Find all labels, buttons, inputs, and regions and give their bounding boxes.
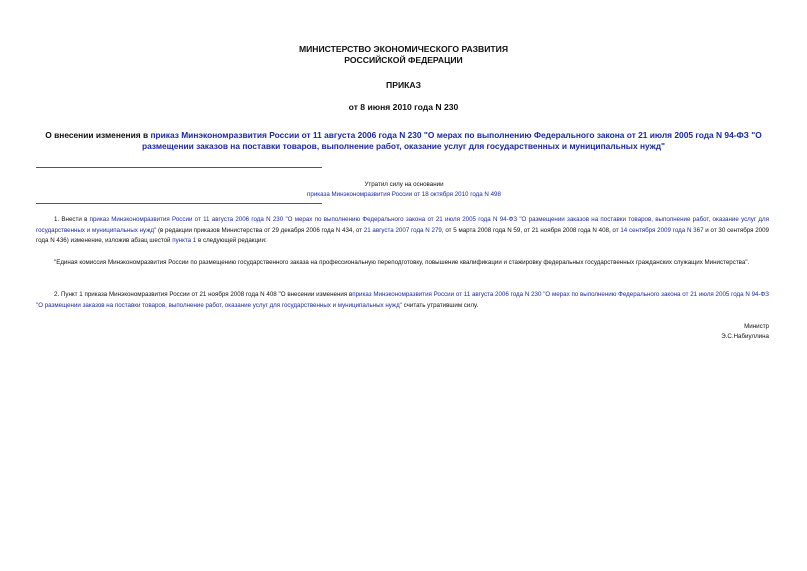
p1-text-e: в следующей редакции:: [196, 237, 267, 244]
p1-link-2007[interactable]: 21 августа 2007 года N 279: [363, 226, 442, 234]
paragraph-2: [36, 290, 769, 311]
p1-order-link[interactable]: приказ Минэкономразвития России от 11 августа 2006 года N 230 "О мерах по выполнению Федерального закона от 21 июля 2005 года N 94-ФЗ "О размещении заказов на поставки товаров, выполнение работ, оказание услуг для государственных и муниципальных нужд": [36, 216, 769, 234]
p1-link-punkt1[interactable]: пункта 1: [172, 237, 197, 244]
p2-text-b: считать утратившим силу.: [401, 301, 479, 309]
document-date-number: от 8 июня 2010 года N 230: [348, 102, 459, 112]
signature-name: Э.С.Набиуллина: [721, 333, 769, 340]
signature-block: [569, 322, 769, 342]
signature-position: Министр: [744, 323, 769, 330]
p1-text-b: (в редакции приказов Министерства от 29 декабря 2006 года N 434, от: [156, 226, 364, 234]
paragraph-1: [36, 215, 769, 247]
p2-order-link[interactable]: приказ Минэкономразвития России от 11 августа 2006 года N 230 "О мерах по выполнению Федерального закона от 21 июля 2005 года N 94-ФЗ "О размещении заказов на поставки товаров, выполнение работ, оказание услуг для государственных и муниципальных нужд": [36, 291, 769, 309]
status-note-text: Утратил силу на основании: [364, 181, 444, 188]
divider-bottom: [36, 203, 322, 204]
ministry-name-line2: РОССИЙСКОЙ ФЕДЕРАЦИИ: [344, 55, 463, 65]
ministry-name-line1: МИНИСТЕРСТВО ЭКОНОМИЧЕСКОГО РАЗВИТИЯ: [298, 44, 509, 54]
status-note-link[interactable]: приказа Минэкономразвития России от 18 октября 2010 года N 498: [307, 191, 501, 198]
p1-link-2009[interactable]: 14 сентября 2009 года N 367: [620, 226, 704, 234]
p2-text-a: 2. Пункт 1 приказа Минэкономразвития России от 21 ноября 2008 года N 408 "О внесении изменения в: [54, 291, 353, 298]
p1-text-d: и от 30 сентября 2009 года N 436) изменение, изложив абзац шестой: [36, 226, 770, 244]
subject-prefix: О внесении изменения в: [45, 130, 151, 140]
document-subject: [36, 130, 771, 152]
subject-order-link[interactable]: приказ Минэкономразвития России от 11 августа 2006 года N 230 "О мерах по выполнению Федерального закона от 21 июля 2005 года N 94-ФЗ "О размещении заказов на поставки товаров, выполнение работ, оказание услуг для государственных и муниципальных нужд": [142, 130, 762, 151]
p1-text-a: 1. Внести в: [54, 216, 90, 223]
status-note: [200, 180, 608, 200]
p1-text-c: , от 5 марта 2008 года N 59, от 21 ноября 2008 года N 408, от: [441, 226, 621, 234]
divider-top: [36, 167, 322, 168]
paragraph-quote: "Единая комиссия Минэкономразвития России по размещению государственного заказа на профессиональную переподготовку, повышение квалификации и стажировку федеральных государственных гражданских служащих Министерства".: [54, 259, 750, 266]
document-type: ПРИКАЗ: [386, 80, 421, 90]
